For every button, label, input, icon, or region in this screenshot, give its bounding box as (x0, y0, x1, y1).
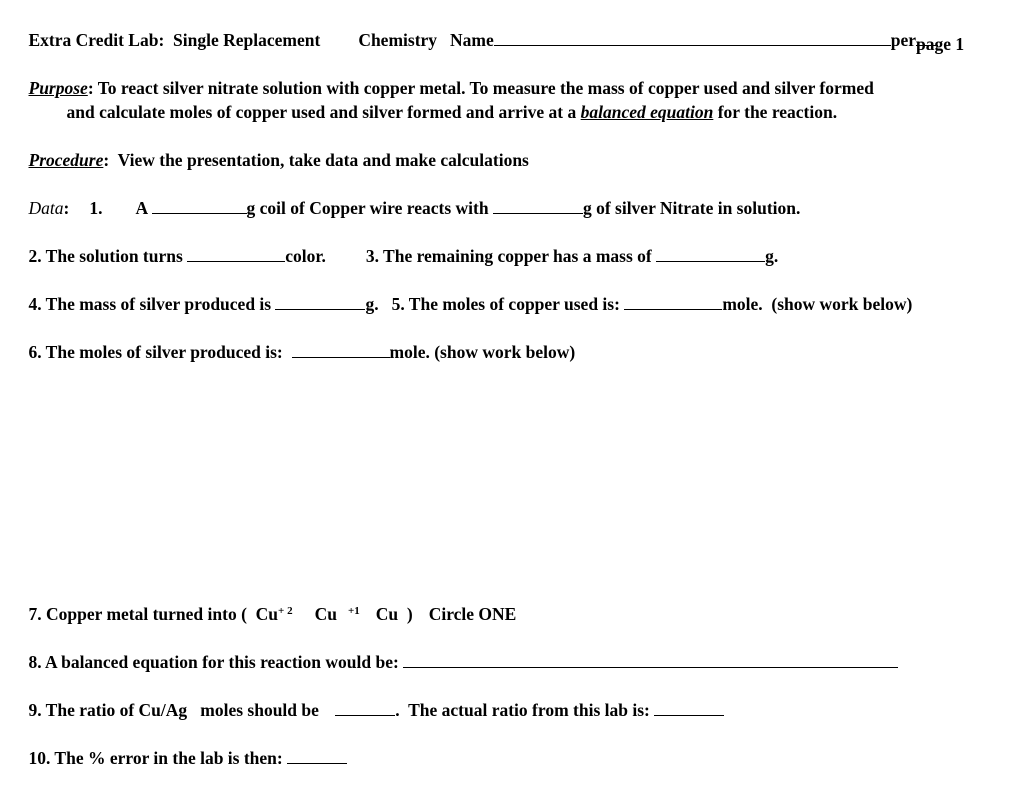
data-colon: : (63, 198, 70, 218)
purpose-label: Purpose (28, 78, 88, 98)
question-10-line (11, 728, 347, 788)
question-2-text-b: color. (285, 246, 326, 266)
worksheet-title: Extra Credit Lab: Single Replacement (28, 30, 321, 50)
copper-mass-field[interactable] (152, 199, 247, 214)
subject-label: Chemistry (358, 30, 438, 50)
question-1-text-b: g coil of Copper wire reacts with (246, 198, 493, 218)
actual-ratio-field[interactable] (654, 701, 724, 716)
question-1-number: 1. (89, 198, 103, 218)
balanced-equation-emphasis: balanced equation (580, 102, 714, 122)
question-3-text-b: g. (765, 246, 779, 266)
remaining-copper-mass-field[interactable] (656, 247, 765, 262)
question-5-text-a: 5. The moles of copper used is: (391, 294, 625, 314)
percent-error-field[interactable] (287, 749, 347, 764)
purpose-text-1: : To react silver nitrate solution with copper metal. To measure the mass of copper used and silver formed (87, 78, 874, 98)
procedure-label: Procedure (28, 150, 104, 170)
purpose-text-2a: and calculate moles of copper used and silver formed and arrive at a (66, 102, 581, 122)
period-label: per (890, 30, 917, 50)
question-10-text-a: 10. The % error in the lab is then: (28, 748, 288, 768)
cu-plus-1-superscript: +1 (347, 605, 360, 617)
question-7-text-a: 7. Copper metal turned into ( Cu (28, 604, 279, 624)
question-4-text-b: g. (365, 294, 379, 314)
silver-nitrate-mass-field[interactable] (493, 199, 583, 214)
page-number: page 1 (916, 34, 965, 54)
question-8-text-a: 8. A balanced equation for this reaction would be: (28, 652, 404, 672)
question-6-text-b: mole. (show work below) (389, 342, 576, 362)
question-9-text-a: 9. The ratio of Cu/Ag moles should be (28, 700, 324, 720)
solution-color-field[interactable] (187, 247, 285, 262)
procedure-text: : View the presentation, take data and make calculations (103, 150, 529, 170)
cu-plus-1-option[interactable]: Cu (314, 604, 337, 624)
data-label: Data (28, 198, 64, 218)
question-1-text-c: g of silver Nitrate in solution. (582, 198, 801, 218)
name-label: Name (450, 30, 494, 50)
copper-moles-field[interactable] (624, 295, 722, 310)
question-4-text-a: 4. The mass of silver produced is (28, 294, 276, 314)
question-3-text-a: 3. The remaining copper has a mass of (365, 246, 657, 266)
cu-neutral-option[interactable]: Cu ) (375, 604, 413, 624)
question-5-text-b: mole. (show work below) (722, 294, 913, 314)
purpose-text-2b: for the reaction. (713, 102, 838, 122)
question-1-text-a: A (135, 198, 152, 218)
question-9-text-b: . The actual ratio from this lab is: (395, 700, 655, 720)
question-7-text-b: Circle ONE (428, 604, 517, 624)
balanced-equation-field[interactable] (403, 653, 898, 668)
name-field[interactable] (494, 31, 891, 46)
question-6-text-a: 6. The moles of silver produced is: (28, 342, 292, 362)
expected-ratio-field[interactable] (335, 701, 395, 716)
question-2-text-a: 2. The solution turns (28, 246, 188, 266)
cu-plus-2-superscript: + 2 (278, 605, 293, 617)
work-space-area[interactable] (11, 350, 1011, 575)
silver-mass-field[interactable] (275, 295, 365, 310)
